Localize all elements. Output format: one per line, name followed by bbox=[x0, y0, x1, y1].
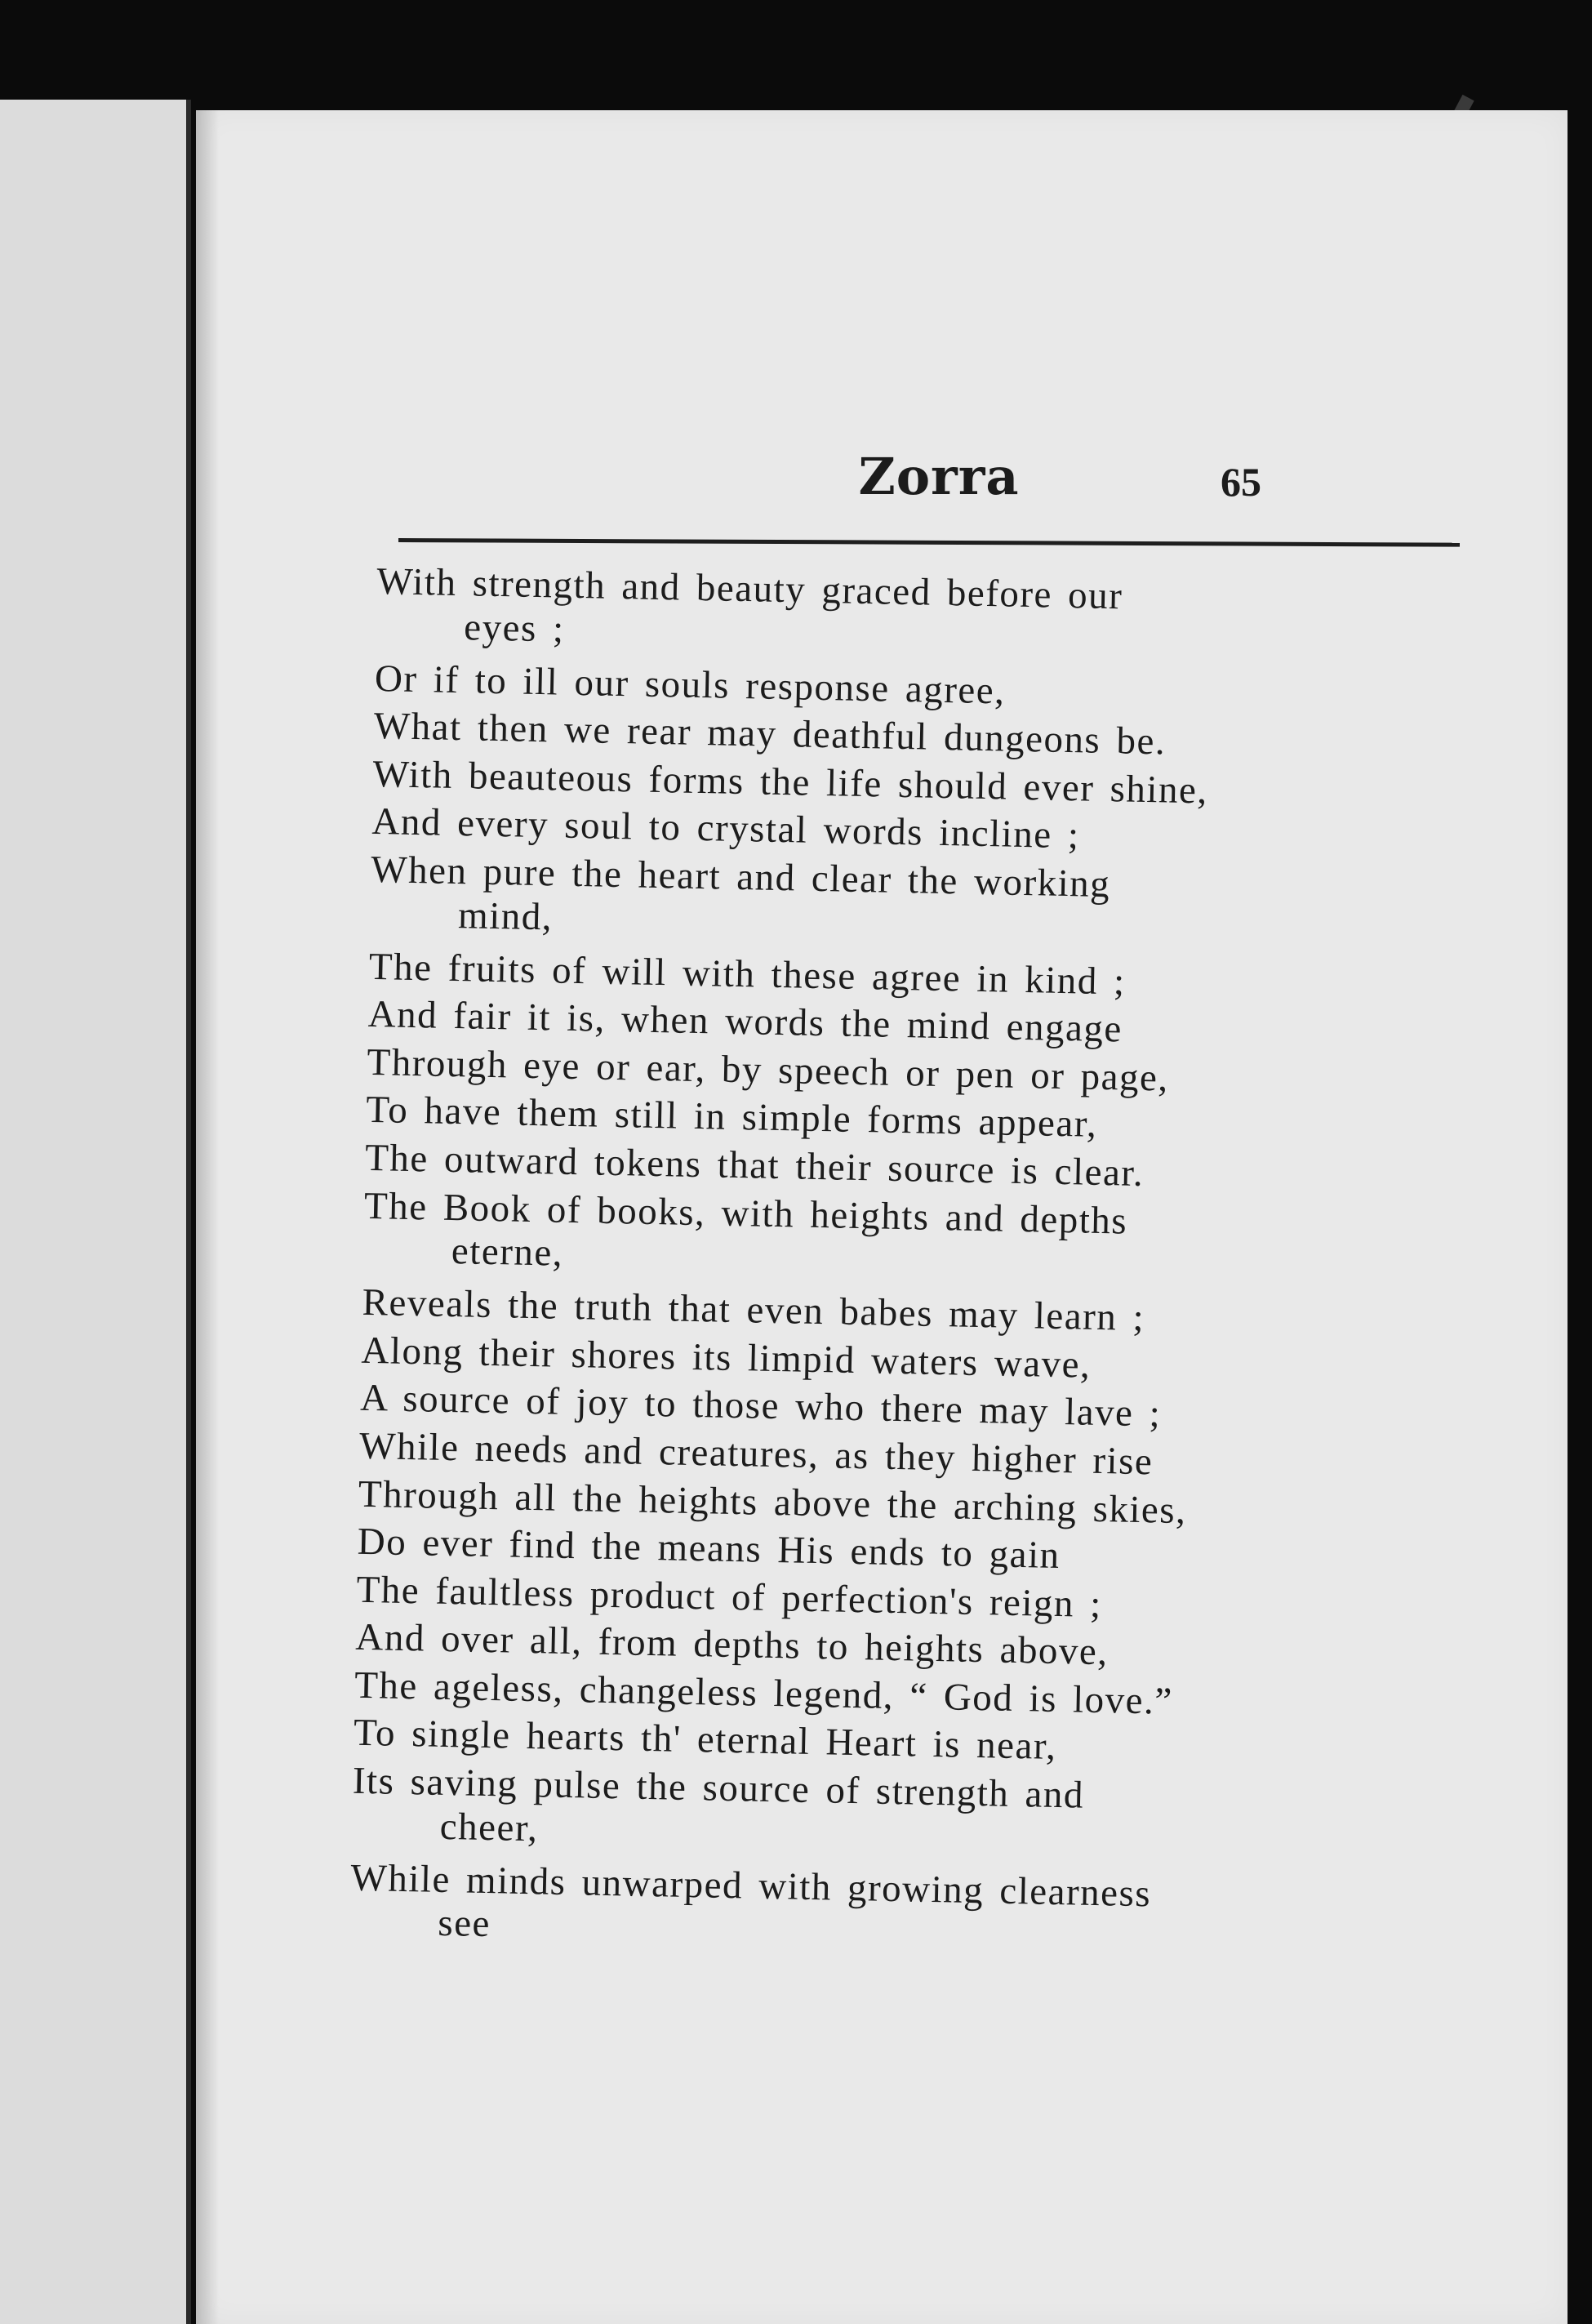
header-rule bbox=[398, 538, 1460, 547]
poem-line: And every soul to crystal words incline ; bbox=[371, 800, 1080, 857]
poem-line: A source of joy to those who there may lave ; bbox=[359, 1377, 1162, 1436]
poem-line: The outward tokens that their source is clear. bbox=[364, 1136, 1145, 1195]
poem-turnover-line: eterne, bbox=[451, 1230, 564, 1275]
poem-line: The Book of books, with heights and depths bbox=[363, 1184, 1128, 1243]
poem-line: Through all the heights above the arching skies, bbox=[358, 1472, 1187, 1532]
poem-line: While needs and creatures, as they higher rise bbox=[358, 1424, 1154, 1484]
poem-text bbox=[349, 558, 1471, 1973]
page-number: 65 bbox=[1221, 459, 1261, 505]
page-title: Zorra bbox=[858, 447, 1020, 506]
poem-line: Reveals the truth that even babes may learn ; bbox=[362, 1280, 1145, 1340]
poem-turnover-line: mind, bbox=[457, 893, 554, 938]
poem-line: With beauteous forms the life should ever shine, bbox=[372, 752, 1209, 813]
poem-line: And fair it is, when words the mind engage bbox=[367, 993, 1123, 1051]
poem-line: Through eye or ear, by speech or pen or page, bbox=[367, 1040, 1170, 1100]
poem-line: Do ever find the means His ends to gain bbox=[357, 1520, 1061, 1578]
poem-line: When pure the heart and clear the working bbox=[370, 848, 1111, 906]
poem-line: To have them still in simple forms appear, bbox=[365, 1089, 1098, 1146]
spine-shadow bbox=[196, 110, 219, 2324]
poem-line: The ageless, changeless legend, “ God is love.” bbox=[354, 1663, 1174, 1723]
poem-line: With strength and beauty graced before our bbox=[376, 559, 1123, 618]
poem-turnover-line: see bbox=[437, 1902, 491, 1946]
poem-line: Along their shores its limpid waters wave, bbox=[360, 1329, 1092, 1387]
poem-line: The fruits of will with these agree in kind ; bbox=[368, 945, 1127, 1004]
book-page bbox=[196, 110, 1568, 2324]
poem-line: To single hearts th' eternal Heart is near, bbox=[353, 1712, 1057, 1769]
poem-line: What then we rear may deathful dungeons be. bbox=[373, 705, 1167, 764]
book-gutter bbox=[186, 100, 191, 2324]
poem-line: While minds unwarped with growing clearness bbox=[350, 1856, 1152, 1916]
poem-line: Or if to ill our souls response agree, bbox=[374, 657, 1006, 713]
poem-line: The faultless product of perfection's reign ; bbox=[356, 1568, 1103, 1626]
poem-line: And over all, from depths to heights above, bbox=[354, 1616, 1110, 1674]
facing-page-edge bbox=[0, 100, 191, 2324]
poem-turnover-line: cheer, bbox=[439, 1805, 539, 1850]
running-head bbox=[196, 447, 1568, 520]
poem-turnover-line: eyes ; bbox=[463, 605, 566, 651]
poem-line: Its saving pulse the source of strength and bbox=[352, 1759, 1085, 1817]
